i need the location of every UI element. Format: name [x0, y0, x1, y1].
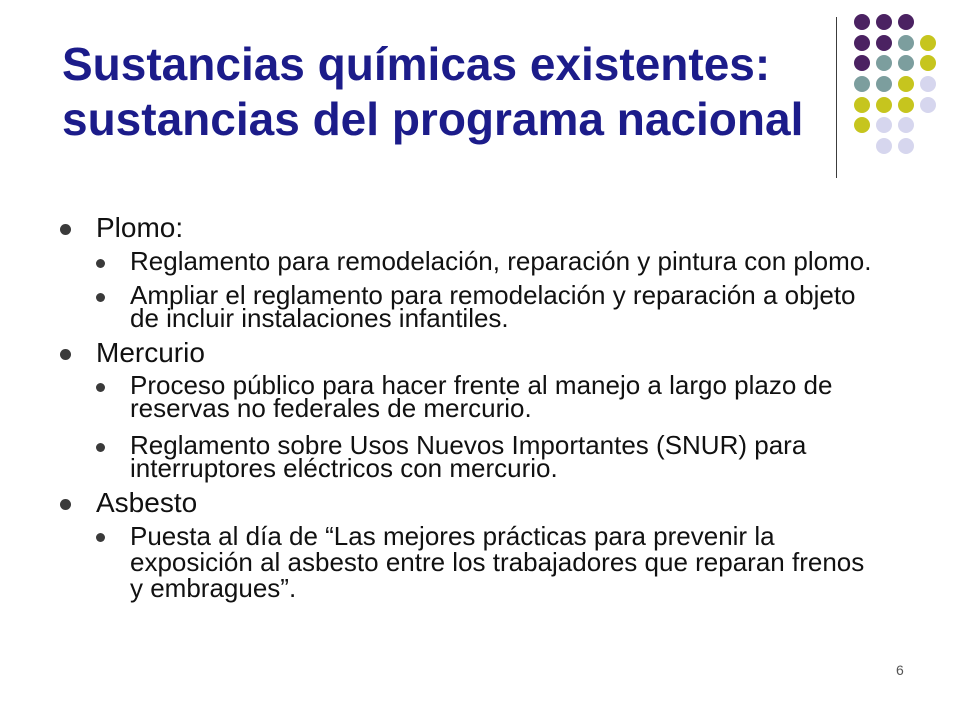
bullet-icon [96, 293, 105, 302]
decorative-dot [898, 138, 914, 154]
decorative-dot [854, 117, 870, 133]
sub-bullet-text: interruptores eléctricos con mercurio. [130, 453, 558, 483]
sub-bullet [130, 246, 872, 276]
bullet-mercurio [96, 339, 205, 367]
decorative-dot [920, 55, 936, 71]
decorative-dot [920, 35, 936, 51]
decorative-dot [854, 35, 870, 51]
decorative-dot [898, 55, 914, 71]
bullet-icon [60, 349, 71, 360]
decorative-dot [920, 97, 936, 113]
bullet-icon [96, 443, 105, 452]
sub-bullet-text: Reglamento sobre Usos Nuevos Importantes (SNUR) para [130, 430, 807, 460]
bullet-icon [96, 383, 105, 392]
decorative-dot [876, 14, 892, 30]
sub-bullet-text: reservas no federales de mercurio. [130, 393, 532, 423]
sub-bullet [130, 523, 864, 601]
decorative-dot [876, 97, 892, 113]
decorative-dot [876, 55, 892, 71]
bullet-label: Plomo: [96, 212, 184, 243]
decorative-dot [854, 97, 870, 113]
bullet-icon [60, 224, 71, 235]
sub-bullet [130, 280, 856, 333]
sub-bullet-text: Puesta al día de “Las mejores prácticas para prevenir la [130, 521, 775, 551]
slide-title-line: Sustancias químicas existentes: [62, 38, 771, 90]
decorative-dot [898, 35, 914, 51]
decorative-dot [876, 35, 892, 51]
bullet-label: Asbesto [96, 487, 198, 518]
decorative-dot [898, 97, 914, 113]
bullet-icon [96, 533, 105, 542]
bullet-plomo [96, 214, 183, 242]
decorative-dot [854, 76, 870, 92]
slide-title-line: sustancias del programa nacional [62, 93, 804, 145]
sub-bullet [130, 430, 807, 483]
bullet-icon [60, 499, 71, 510]
decorative-dot-grid [0, 0, 960, 180]
sub-bullet-text: de incluir instalaciones infantiles. [130, 303, 509, 333]
decorative-dot [898, 14, 914, 30]
decorative-dot [876, 76, 892, 92]
decorative-dot [854, 55, 870, 71]
sub-bullet-text: Proceso público para hacer frente al manejo a largo plazo de [130, 370, 833, 400]
page-number: 6 [896, 662, 904, 678]
sub-bullet-text: Ampliar el reglamento para remodelación y reparación a objeto [130, 280, 856, 310]
decorative-dot [898, 76, 914, 92]
decorative-dot [876, 138, 892, 154]
decorative-dot [898, 117, 914, 133]
bullet-icon [96, 259, 105, 268]
decorative-dot [854, 14, 870, 30]
decorative-dot [920, 76, 936, 92]
sub-bullet [130, 370, 833, 423]
sub-bullet-text: exposición al asbesto entre los trabajadores que reparan frenos [130, 547, 865, 577]
sub-bullet-text: y embragues”. [130, 573, 297, 603]
sub-bullet-text: Reglamento para remodelación, reparación y pintura con plomo. [130, 246, 872, 276]
bullet-asbesto [96, 489, 197, 517]
bullet-label: Mercurio [96, 337, 205, 368]
decorative-dot [876, 117, 892, 133]
